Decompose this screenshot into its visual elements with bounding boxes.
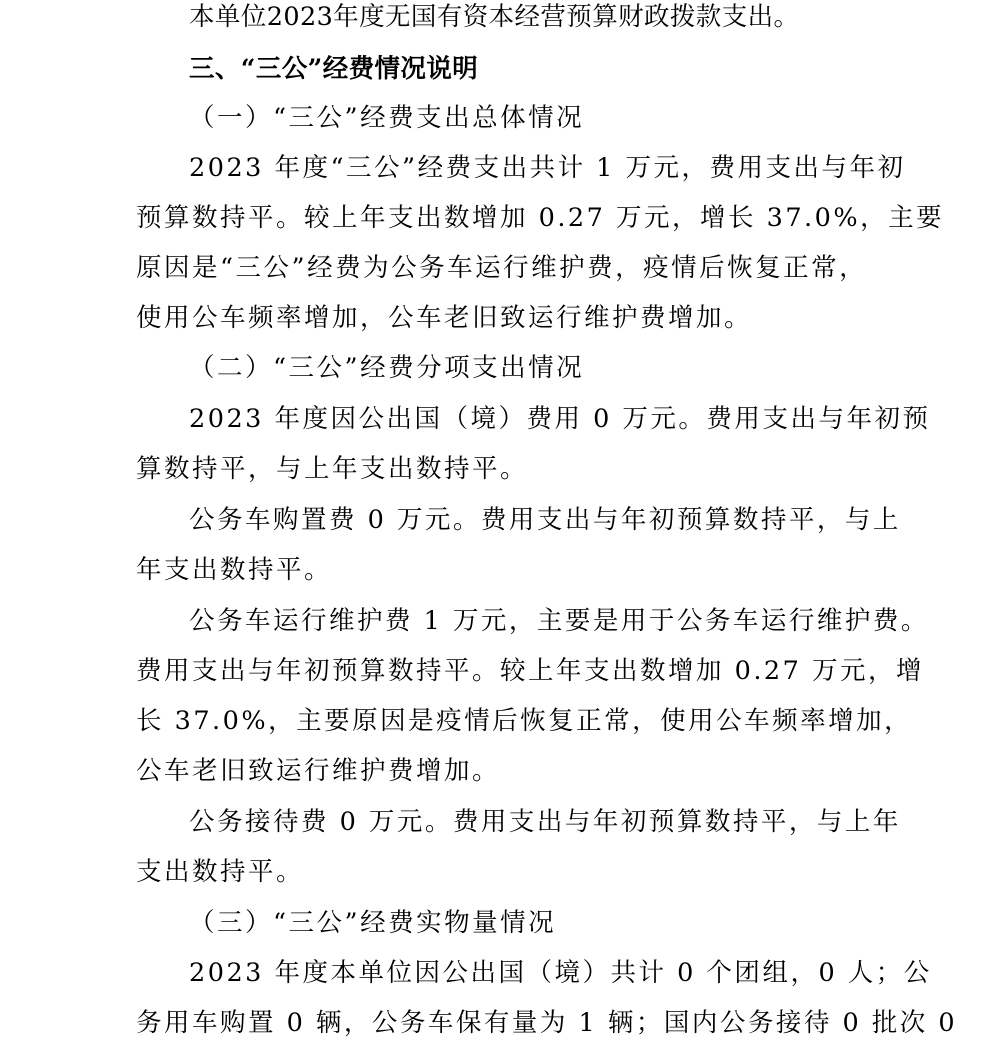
paragraph-line-abroad-2: 算数持平，与上年支出数持平。 xyxy=(136,454,529,484)
paragraph-line-physical-1: 2023 年度本单位因公出国（境）共计 0 个团组，0 人；公 xyxy=(189,958,932,988)
paragraph-line-physical-2: 务用车购置 0 辆，公务车保有量为 1 辆；国内公务接待 0 批次 0 xyxy=(136,1008,958,1038)
paragraph-line-vehicle-maintenance-4: 公车老旧致运行维护费增加。 xyxy=(136,756,501,786)
paragraph-line-vehicle-maintenance-1: 公务车运行维护费 1 万元，主要是用于公务车运行维护费。 xyxy=(189,606,929,636)
paragraph-line-vehicle-maintenance-2: 费用支出与年初预算数持平。较上年支出数增加 0.27 万元，增 xyxy=(136,656,924,686)
paragraph-line-overall-3: 原因是“三公”经费为公务车运行维护费，疫情后恢复正常， xyxy=(136,253,868,283)
paragraph-line-reception-2: 支出数持平。 xyxy=(136,857,305,887)
paragraph-line-overall-4: 使用公车频率增加，公车老旧致运行维护费增加。 xyxy=(136,303,753,333)
paragraph-line-overall-2: 预算数持平。较上年支出数增加 0.27 万元，增长 37.0%，主要 xyxy=(136,203,945,233)
paragraph-line-1: 本单位2023年度无国有资本经营预算财政拨款支出。 xyxy=(189,2,800,32)
paragraph-line-overall-1: 2023 年度“三公”经费支出共计 1 万元，费用支出与年初 xyxy=(189,153,906,183)
paragraph-line-abroad-1: 2023 年度因公出国（境）费用 0 万元。费用支出与年初预 xyxy=(189,404,931,434)
subheading-itemized: （二）“三公”经费分项支出情况 xyxy=(189,353,585,383)
paragraph-line-vehicle-purchase-1: 公务车购置费 0 万元。费用支出与年初预算数持平，与上 xyxy=(189,505,901,535)
paragraph-line-vehicle-purchase-2: 年支出数持平。 xyxy=(136,555,333,585)
paragraph-line-vehicle-maintenance-3: 长 37.0%，主要原因是疫情后恢复正常，使用公车频率增加， xyxy=(136,706,913,736)
paragraph-line-reception-1: 公务接待费 0 万元。费用支出与年初预算数持平，与上年 xyxy=(189,807,901,837)
section-heading-three-public-expenses: 三、“三公”经费情况说明 xyxy=(189,54,479,84)
subheading-physical-quantity: （三）“三公”经费实物量情况 xyxy=(189,908,557,938)
subheading-overall: （一）“三公”经费支出总体情况 xyxy=(189,103,585,133)
